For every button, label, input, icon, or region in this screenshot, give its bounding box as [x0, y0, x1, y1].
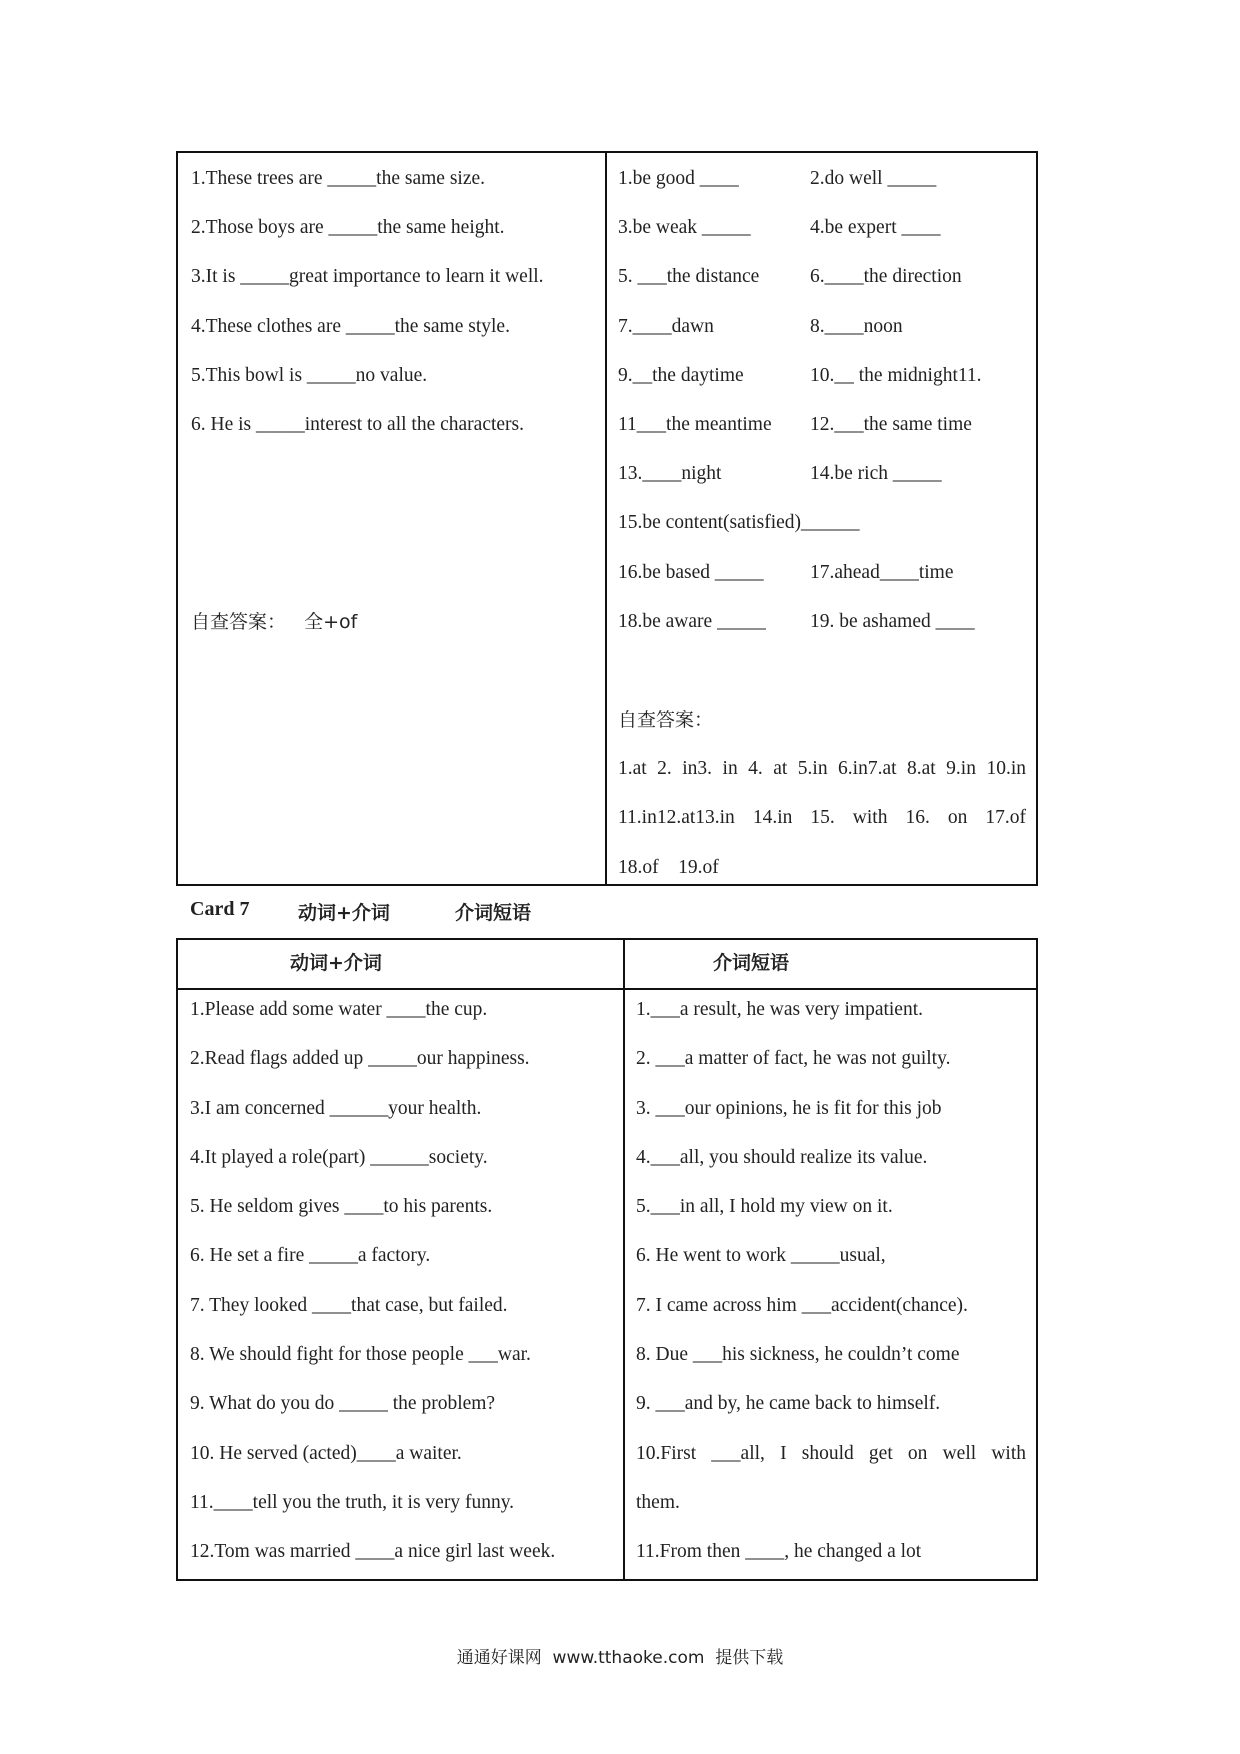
- exercise-pair: [618, 361, 1036, 410]
- exercise-line: 6. He set a fire _____a factory.: [190, 1245, 431, 1267]
- exercise-item: 10.__ the midnight11.: [810, 364, 982, 386]
- exercise-item: 16.be based _____: [618, 561, 764, 583]
- exercise-line: them.: [636, 1491, 680, 1513]
- exercise-item: 11___the meantime: [618, 413, 772, 435]
- right-column: [625, 990, 1036, 1579]
- exercise-item: 5. ___the distance: [618, 266, 760, 288]
- table-body: [178, 990, 1036, 1579]
- exercise-line: 7. I came across him ___accident(chance).: [636, 1294, 968, 1316]
- self-check-answer: 自查答案： 全+of: [191, 610, 358, 633]
- exercise-line: 10. He served (acted)____a waiter.: [190, 1442, 462, 1464]
- column-header-verb-prep: 动词+介词: [178, 940, 625, 988]
- exercise-line: 9. ___and by, he came back to himself.: [636, 1393, 941, 1415]
- exercise-table-card7: [176, 938, 1038, 1581]
- exercise-line: 1.Please add some water ____the cup.: [190, 999, 488, 1020]
- exercise-line: 4.It played a role(part) ______society.: [190, 1146, 488, 1168]
- self-check-label: 自查答案：: [618, 709, 714, 732]
- exercise-item: 15.be content(satisfied)______: [618, 512, 860, 534]
- exercise-table-top: [176, 151, 1038, 886]
- answer-line: 1.at 2. in3. in 4. at 5.in 6.in7.at 8.at 9.in 10.in: [618, 758, 1026, 780]
- exercise-item: 9.__the daytime: [618, 364, 744, 386]
- exercise-line: 5.This bowl is _____no value.: [191, 364, 428, 386]
- card-topic-verb-prep: 动词+介词: [298, 902, 390, 924]
- exercise-line: 3.It is _____great importance to learn it well.: [191, 266, 544, 288]
- exercise-line: 3.I am concerned ______your health.: [190, 1097, 482, 1119]
- answer-line: 11.in12.at13.in 14.in 15. with 16. on 17.of: [618, 807, 1026, 829]
- spacer: [191, 558, 605, 607]
- exercise-line: 1.These trees are _____the same size.: [191, 168, 486, 189]
- spacer: [191, 459, 605, 508]
- column-header-prep-phrase: 介词短语: [713, 952, 790, 974]
- exercise-line: 6. He is _____interest to all the characters.: [191, 413, 525, 435]
- exercise-item: 12.___the same time: [810, 413, 972, 435]
- exercise-item: 14.be rich _____: [810, 463, 942, 485]
- exercise-line: 8. We should fight for those people ___war.: [190, 1344, 531, 1366]
- card-title: Card 7: [190, 898, 250, 920]
- exercise-pair: [618, 607, 1036, 656]
- exercise-item: 17.ahead____time: [810, 561, 954, 583]
- exercise-pair: [618, 312, 1036, 361]
- exercise-line: 2. ___a matter of fact, he was not guilty.: [636, 1048, 951, 1070]
- exercise-line: 4.These clothes are _____the same style.: [191, 315, 510, 337]
- exercise-item: 1.be good ____: [618, 168, 739, 189]
- left-column: [178, 990, 625, 1579]
- exercise-item: 6.____the direction: [810, 266, 962, 288]
- exercise-item: 19. be ashamed ____: [810, 610, 975, 632]
- exercise-line: 5.___in all, I hold my view on it.: [636, 1196, 893, 1218]
- exercise-line: 8. Due ___his sickness, he couldn’t come: [636, 1344, 960, 1366]
- left-column: [178, 153, 607, 884]
- answer-line: 18.of 19.of: [618, 856, 719, 878]
- page-footer: 通通好课网 www.tthaoke.com 提供下载: [456, 1648, 784, 1668]
- right-column: [607, 153, 1036, 884]
- exercise-line: 10.First ___all, I should get on well with: [636, 1442, 1026, 1464]
- exercise-line: 7. They looked ____that case, but failed.: [190, 1294, 508, 1316]
- exercise-line: 1.___a result, he was very impatient.: [636, 999, 924, 1020]
- exercise-line: 11.____tell you the truth, it is very funny.: [190, 1491, 515, 1513]
- exercise-line: 4.___all, you should realize its value.: [636, 1146, 928, 1168]
- exercise-line: 6. He went to work _____usual,: [636, 1245, 886, 1267]
- spacer: [191, 508, 605, 557]
- exercise-pair: [618, 164, 1036, 213]
- exercise-item: 7.____dawn: [618, 315, 714, 337]
- exercise-item: 13.____night: [618, 463, 722, 485]
- exercise-item: 2.do well _____: [810, 168, 937, 189]
- exercise-line: 12.Tom was married ____a nice girl last week.: [190, 1541, 556, 1563]
- exercise-item: 3.be weak _____: [618, 217, 751, 239]
- exercise-pair: [618, 262, 1036, 311]
- exercise-line: 9. What do you do _____ the problem?: [190, 1393, 496, 1415]
- exercise-item: 4.be expert ____: [810, 217, 941, 239]
- card-topic-prep-phrase: 介词短语: [455, 902, 532, 924]
- exercise-line: 2.Those boys are _____the same height.: [191, 217, 505, 239]
- spacer: [618, 656, 1036, 705]
- exercise-line: 2.Read flags added up _____our happiness.: [190, 1048, 530, 1070]
- exercise-pair: [618, 459, 1036, 508]
- exercise-line: 5. He seldom gives ____to his parents.: [190, 1196, 493, 1218]
- exercise-pair: [618, 213, 1036, 262]
- card-heading: [190, 898, 531, 925]
- exercise-pair: [618, 410, 1036, 459]
- exercise-line: 3. ___our opinions, he is fit for this job: [636, 1097, 942, 1119]
- exercise-pair: [618, 558, 1036, 607]
- exercise-line: 11.From then ____, he changed a lot: [636, 1541, 922, 1563]
- table-header-row: [178, 940, 1036, 990]
- exercise-item: 8.____noon: [810, 315, 903, 337]
- exercise-item: 18.be aware _____: [618, 610, 766, 632]
